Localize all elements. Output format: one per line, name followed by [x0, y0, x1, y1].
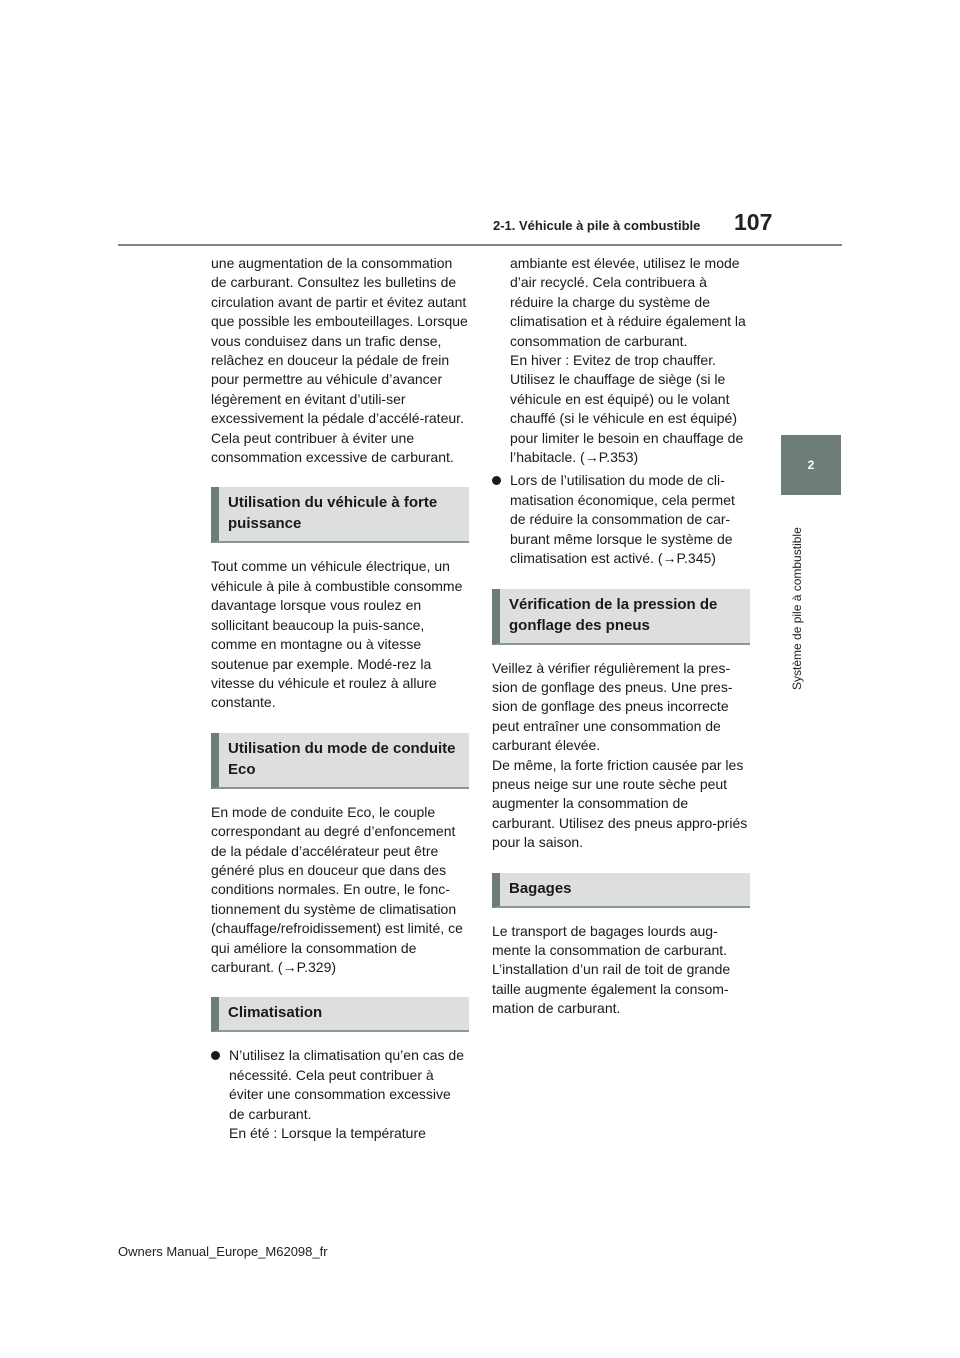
chapter-label: Système de pile à combustible	[790, 527, 804, 690]
section-header-tire-pressure: Vérification de la pression de gonflage des pneus	[492, 589, 750, 645]
bullet-text: N’utilisez la climatisation qu’en cas de nécessité. Cela peut contribuer à éviter une consommation excessive de carburant. En été : Lorsque la température	[229, 1047, 464, 1141]
section-text-high-power: Tout comme un véhicule électrique, un véhicule à pile à combustible consomme davantage lorsque vous roulez en sollicitant beaucoup la puis-sance, comme en montagne ou à vitesse soutenue par exemple. Modé-rez la vitesse du véhicule et roulez à allure constante.	[211, 558, 463, 711]
section-text-tire-pressure: Veillez à vérifier régulièrement la pres-sion de gonflage des pneus. Une pres-sion de gonflage des pneus incorrecte peut entraîner une consommation de carburant élevée. De même, la forte friction causée par les pneus neige sur une route sèche peut augmenter la consommation de carburant. Utilisez des pneus appro-priés pour la saison.	[492, 659, 748, 851]
section-header-high-power: Utilisation du véhicule à forte puissance	[211, 487, 469, 543]
section-text-eco-mode: En mode de conduite Eco, le couple correspondant au degré d’enfoncement de la pédale d’accélérateur peut être généré plus en douceur que dans des conditions normales. En outre, le fonc-tionnement du système de climatisation (chauffage/refroidissement) est limité, ce qui améliore la consommation de carburant. (→P.329)	[211, 803, 463, 975]
left-column	[211, 254, 469, 1147]
section-header-luggage: Bagages	[492, 873, 750, 908]
bullet-dot-icon	[211, 1051, 220, 1060]
right-column	[492, 254, 750, 1019]
bullet-text: ambiante est élevée, utilisez le mode d’air recyclé. Cela contribuera à réduire la charge du système de climatisation et à réduire également la consommation de carburant. En hiver : Evitez de trop chauffer. Utilisez le chauffage de siège (si le véhicule en est équipé) ou le volant chauffé (si le véhicule en est équipé) pour limiter le besoin en chauffage de l’habitacle. (→P.353)	[510, 255, 746, 466]
page-number: 107	[734, 209, 773, 235]
bullet-item	[211, 1046, 469, 1143]
bullet-continued	[492, 254, 750, 467]
footer-text: Owners Manual_Europe_M62098_fr	[118, 1244, 328, 1259]
section-header-eco-mode: Utilisation du mode de conduite Eco	[211, 733, 469, 789]
header-section-title: 2-1. Véhicule à pile à combustible	[493, 218, 701, 233]
section-header-climatisation: Climatisation	[211, 997, 469, 1032]
chapter-tab: 2	[781, 435, 841, 495]
bullet-item	[492, 471, 750, 568]
section-text-luggage: Le transport de bagages lourds aug-mente la consommation de carburant. L’installation d’un rail de toit de grande taille augmente également la consom-mation de carburant.	[492, 922, 731, 1017]
intro-paragraph: une augmentation de la consommation de carburant. Consultez les bulletins de circulation avant de partir et évitez autant que possible les embouteillages. Lorsque vous conduisez dans un trafic dense, relâchez en douceur la pédale de frein pour permettre au véhicule d’avancer légèrement en évitant d’utili-ser excessivement la pédale d’accélé-rateur. Cela peut contribuer à éviter une consommation excessive de carburant.	[211, 255, 468, 466]
header-divider	[118, 244, 842, 246]
bullet-text: Lors de l’utilisation du mode de cli-matisation économique, cela permet de réduire la consommation de car-burant même lorsque le système de climatisation est activé. (→P.345)	[510, 472, 735, 567]
bullet-dot-icon	[492, 476, 501, 485]
